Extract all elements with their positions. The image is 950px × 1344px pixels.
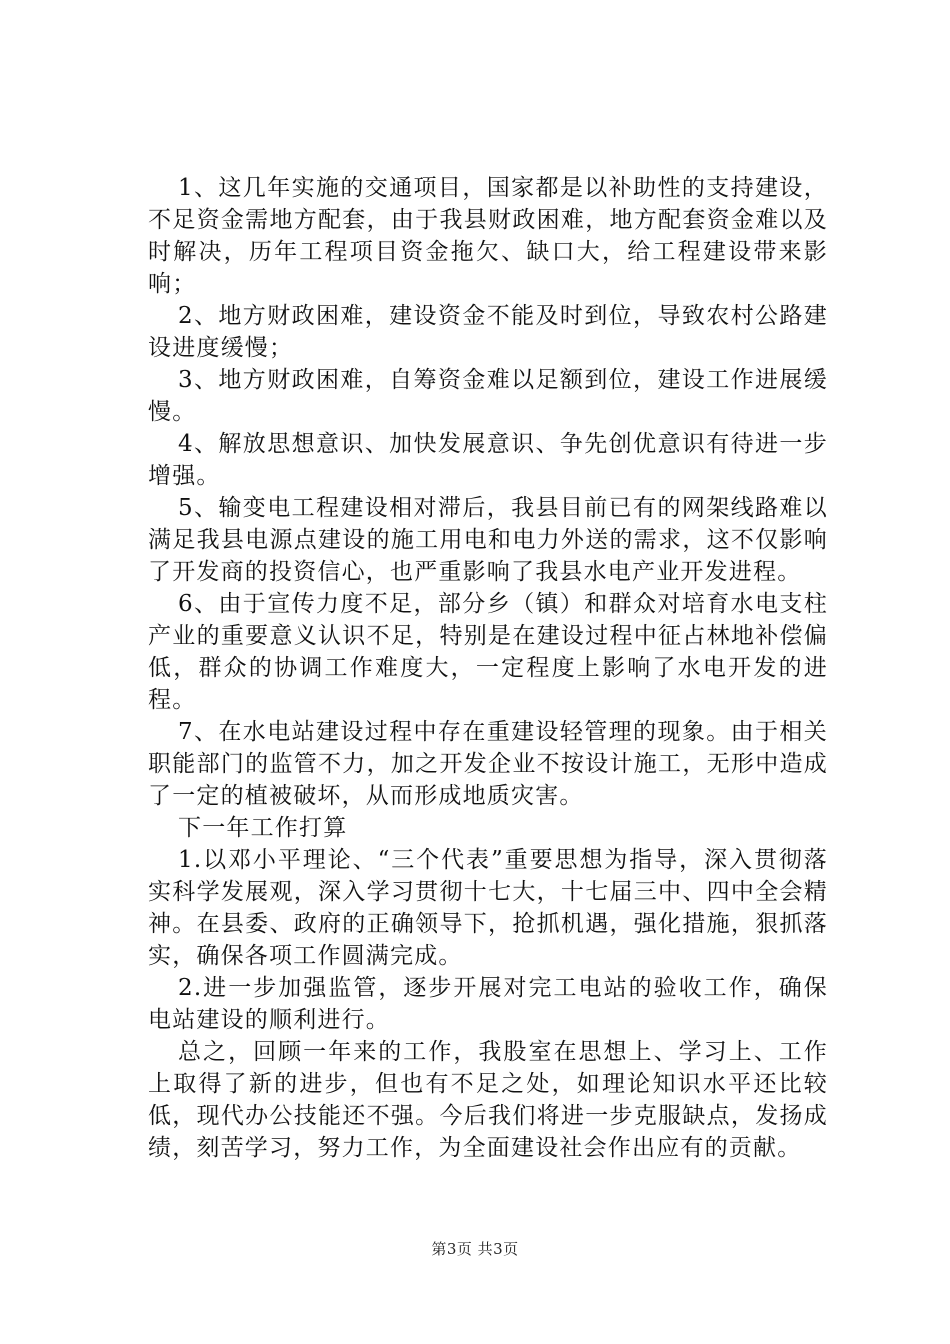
conclusion-paragraph: 总之，回顾一年来的工作，我股室在思想上、学习上、工作上取得了新的进步，但也有不足之处，如理论知识水平还比较低，现代办公技能还不强。今后我们将进一步克服缺点，发扬成绩，刻苦学习，努力工作，为全面建设社会作出应有的贡献。 <box>148 1039 828 1161</box>
section-heading: 下一年工作打算 <box>178 815 348 841</box>
document-body <box>148 172 828 1164</box>
issue-paragraph-2: 2、地方财政困难，建设资金不能及时到位，导致农村公路建设进度缓慢； <box>148 303 828 361</box>
issue-paragraph-1: 1、这几年实施的交通项目，国家都是以补助性的支持建设，不足资金需地方配套，由于我县财政困难，地方配套资金难以及时解决，历年工程项目资金拖欠、缺口大，给工程建设带来影响； <box>148 175 828 297</box>
issue-paragraph-4: 4、解放思想意识、加快发展意识、争先创优意识有待进一步增强。 <box>148 431 828 489</box>
plan-item-2: 2.进一步加强监管，逐步开展对完工电站的验收工作，确保电站建设的顺利进行。 <box>148 975 828 1033</box>
issue-paragraph-5: 5、输变电工程建设相对滞后，我县目前已有的网架线路难以满足我县电源点建设的施工用电和电力外送的需求，这不仅影响了开发商的投资信心，也严重影响了我县水电产业开发进程。 <box>148 495 828 585</box>
issue-paragraph-6: 6、由于宣传力度不足，部分乡（镇）和群众对培育水电支柱产业的重要意义认识不足，特别是在建设过程中征占林地补偿偏低，群众的协调工作难度大，一定程度上影响了水电开发的进程。 <box>148 591 828 713</box>
plan-item-1: 1.以邓小平理论、“三个代表”重要思想为指导，深入贯彻落实科学发展观，深入学习贯彻十七大，十七届三中、四中全会精神。在县委、政府的正确领导下，抢抓机遇，强化措施，狠抓落实，确保各项工作圆满完成。 <box>148 847 828 969</box>
issue-paragraph-3: 3、地方财政困难，自筹资金难以足额到位，建设工作进展缓慢。 <box>148 367 828 425</box>
page-number-footer: 第3页 共3页 <box>431 1240 519 1258</box>
issue-paragraph-7: 7、在水电站建设过程中存在重建设轻管理的现象。由于相关职能部门的监管不力，加之开发企业不按设计施工，无形中造成了一定的植被破坏，从而形成地质灾害。 <box>148 719 828 809</box>
